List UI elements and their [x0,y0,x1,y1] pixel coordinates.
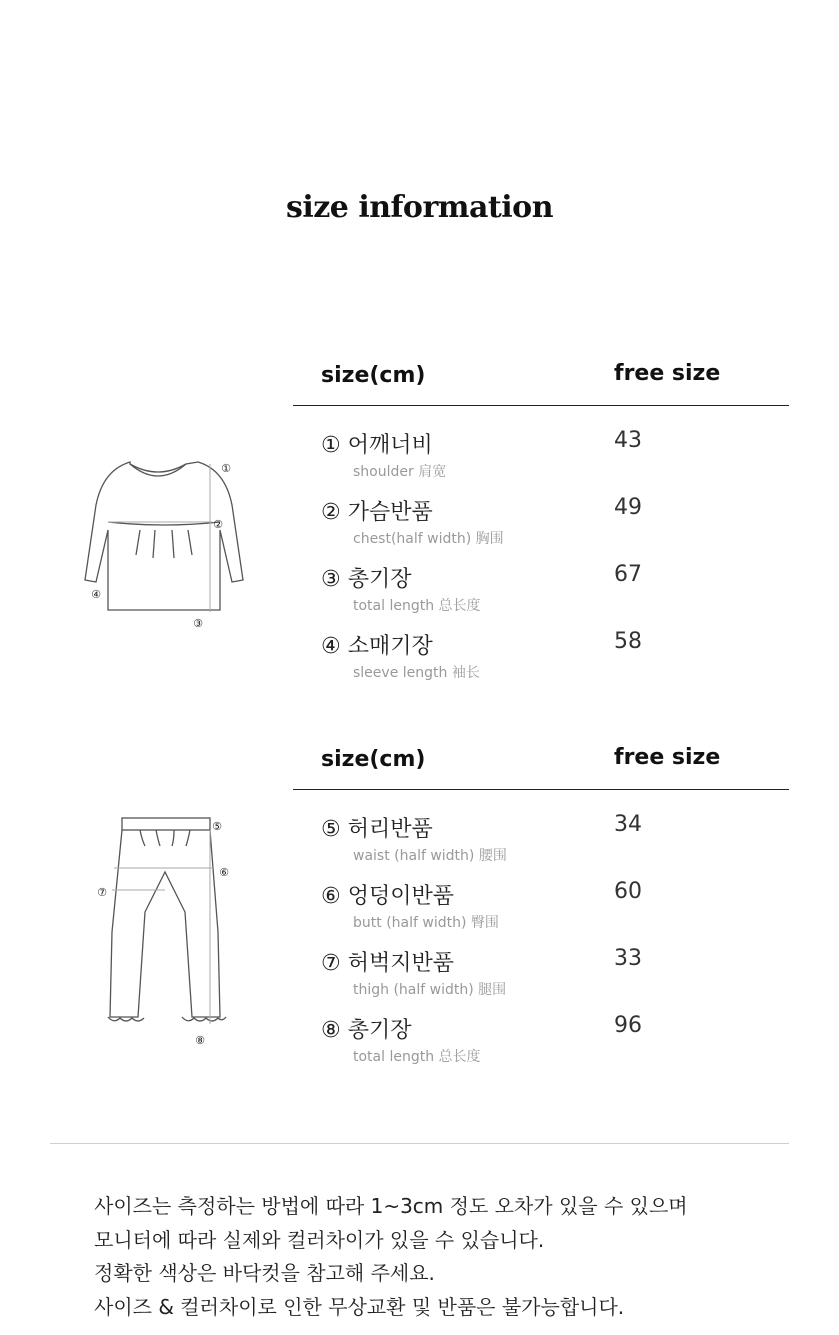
marker-2: ② [213,518,223,531]
measurement-value: 60 [614,879,642,904]
table-header [293,357,789,406]
notice-line: 모니터에 따라 실제와 컬러차이가 있을 수 있습니다. [94,1227,545,1252]
notice-text [94,1190,688,1324]
measurement-sublabel: total length 总长度 [353,598,481,614]
measurement-value: 96 [614,1013,642,1038]
table-row [293,991,789,1065]
measurement-label: ④ 소매기장 [321,634,433,659]
free-size-header: free size [614,361,721,386]
measurement-label: ⑤ 허리반품 [321,817,433,842]
marker-1: ① [221,462,231,475]
marker-3: ③ [193,617,203,630]
measurement-value: 33 [614,946,642,971]
page-title: size information [285,190,554,225]
size-cm-header: size(cm) [321,747,426,772]
table-row [293,857,789,931]
table-row [293,406,789,480]
measurement-label: ① 어깨너비 [321,433,433,458]
section-divider [50,1143,789,1144]
table-header [293,741,789,790]
table-row [293,924,789,998]
measurement-sublabel: sleeve length 袖长 [353,665,480,681]
table-row [293,473,789,547]
measurement-sublabel: shoulder 肩宽 [353,464,447,480]
measurement-label: ③ 총기장 [321,567,412,592]
marker-4: ④ [91,588,101,601]
marker-6: ⑥ [219,866,229,879]
measurement-label: ⑧ 총기장 [321,1018,412,1043]
measurement-sublabel: thigh (half width) 腿围 [353,982,507,998]
measurement-value: 58 [614,629,642,654]
pants-diagram [90,812,240,1052]
measurement-sublabel: chest(half width) 胸围 [353,531,504,547]
measurement-sublabel: butt (half width) 臀围 [353,915,499,931]
measurement-value: 34 [614,812,642,837]
table-row [293,790,789,864]
notice-line: 사이즈 & 컬러차이로 인한 무상교환 및 반품은 불가능합니다. [94,1294,625,1319]
notice-line: 사이즈는 측정하는 방법에 따라 1~3cm 정도 오차가 있을 수 있으며 [94,1194,688,1218]
table-row [293,607,789,681]
size-cm-header: size(cm) [321,363,426,388]
marker-5: ⑤ [212,820,222,833]
free-size-header: free size [614,745,721,770]
measurement-label: ⑥ 엉덩이반품 [321,884,454,909]
measurement-sublabel: waist (half width) 腰围 [353,848,507,864]
measurement-value: 67 [614,562,642,587]
measurement-label: ② 가슴반품 [321,500,433,525]
measurement-sublabel: total length 总长度 [353,1049,481,1065]
measurement-label: ⑦ 허벅지반품 [321,951,454,976]
marker-7: ⑦ [97,886,107,899]
table-row [293,540,789,614]
bottom-size-table [293,741,789,1065]
notice-line: 정확한 색상은 바닥컷을 참고해 주세요. [94,1261,435,1285]
measurement-value: 43 [614,428,642,453]
marker-8: ⑧ [195,1034,205,1047]
top-garment-diagram [80,450,250,635]
top-size-table [293,357,789,681]
measurement-value: 49 [614,495,642,520]
